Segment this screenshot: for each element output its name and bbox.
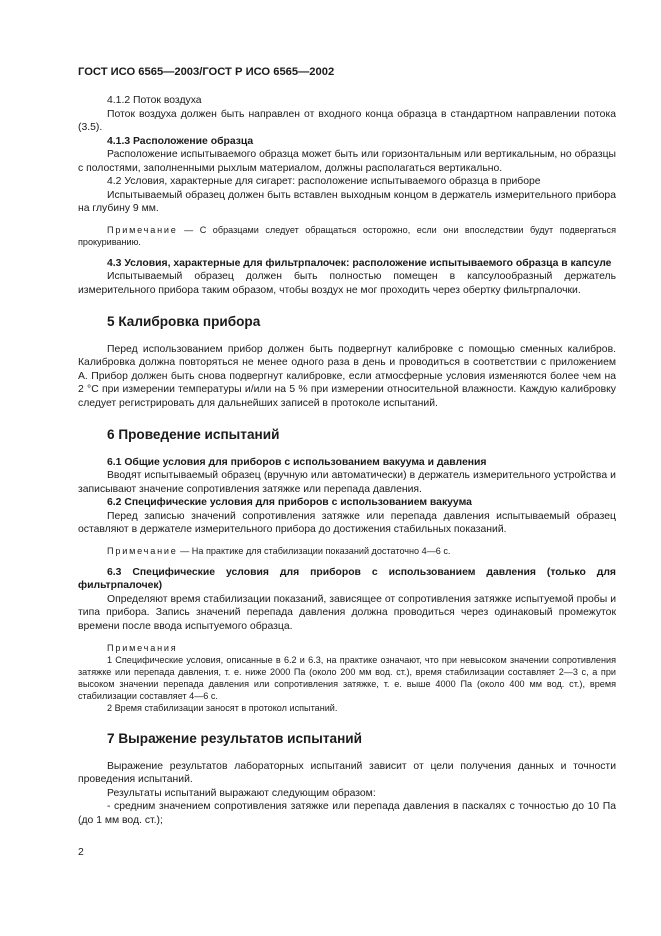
note-text: — С образцами следует обращаться осторожно, если они впоследствии будут подвергаться прокуриванию. bbox=[78, 224, 616, 247]
note-6-3-2: 2 Время стабилизации заносят в протокол испытаний. bbox=[107, 703, 338, 713]
paragraph-7-2: Результаты испытаний выражают следующим образом: bbox=[107, 787, 376, 799]
note-label: Примечание bbox=[107, 545, 178, 556]
paragraph-4-3: Испытываемый образец должен быть полностью помещен в капсулообразный держатель измерительного прибора таким образом, чтобы воздух не мог проходить через обертку фильтрпалочки. bbox=[78, 271, 616, 296]
paragraph-6-1: Вводят испытываемый образец (вручную или автоматически) в держатель измерительного устройства и записывают значение сопротивления затяжке или перепада давления. bbox=[78, 470, 616, 495]
subsection-heading-6-3: 6.3 Специфические условия для приборов с использованием давления (только для фильтрпалочек) bbox=[78, 566, 616, 591]
section-title-5: 5 Калибровка прибора bbox=[107, 314, 261, 329]
paragraph-7-3: - средним значением сопротивления затяжке или перепада давления в паскалях с точностью до 10 Па (до 1 мм вод. ст.); bbox=[78, 801, 616, 826]
subsection-heading-4-1-3: 4.1.3 Расположение образца bbox=[107, 135, 254, 147]
paragraph-6-2: Перед записью значений сопротивления затяжке или перепада давления испытываемый образец оставляют в держателе измерительного прибора до достижения стабильных показаний. bbox=[78, 510, 616, 535]
section-title-6: 6 Проведение испытаний bbox=[107, 427, 280, 442]
note-6-3-1: 1 Специфические условия, описанные в 6.2 и 6.3, на практике означают, что при невысоком значении сопротивления затяжке или перепада давления, т. е. ниже 2000 Па (около 200 мм вод. ст.), время стабилизации составляет 2—3 с, а при высоком значении перепада давления или сопротивления затяжке, т. е. выше 4000 Па (около 400 мм вод. ст.), время стабилизации составляет 4—6 с. bbox=[78, 655, 616, 701]
notes-label: Примечания bbox=[107, 643, 178, 653]
subsection-heading-6-2: 6.2 Специфические условия для приборов с использованием вакуума bbox=[107, 497, 472, 508]
subsection-heading-4-1-2: 4.1.2 Поток воздуха bbox=[107, 95, 202, 106]
document-header: ГОСТ ИСО 6565—2003/ГОСТ Р ИСО 6565—2002 bbox=[78, 66, 335, 78]
paragraph-6-3: Определяют время стабилизации показаний, зависящее от сопротивления затяжке испытуемой пробы и типа прибора. Запись значений перепада давления должна проводиться через одинаковый промежуток времени после ввода испытуемого образца. bbox=[78, 593, 616, 632]
paragraph-4-1-2: Поток воздуха должен быть направлен от входного конца образца в стандартном направлении потока (3.5). bbox=[78, 108, 616, 133]
paragraph-5: Перед использованием прибор должен быть подвергнут калибровке с помощью сменных калибров. Калибровка должна повторяться не менее одного раза в день и проводиться в соответствии с приложением А. Прибор должен быть снова подвергнут калибровке, если атмосферные условия изменяются более чем на 2 °С при измерении температуры и/или на 5 % при измерении относительной влажности. Каждую калибровку следует регистрировать для дальнейших записей в протоколе испытаний. bbox=[78, 343, 616, 409]
section-title-7: 7 Выражение результатов испытаний bbox=[107, 731, 363, 746]
note-text: — На практике для стабилизации показаний достаточно 4—6 с. bbox=[177, 545, 451, 556]
paragraph-4-2: Испытываемый образец должен быть вставлен выходным концом в держатель измерительного прибора на глубину 9 мм. bbox=[78, 189, 616, 214]
subsection-heading-4-3: 4.3 Условия, характерные для фильтрпалочек: расположение испытываемого образца в капсуле bbox=[107, 257, 612, 269]
note-label: Примечание bbox=[107, 224, 178, 235]
page-number: 2 bbox=[78, 847, 84, 858]
subsection-heading-4-2: 4.2 Условия, характерные для сигарет: расположение испытываемого образца в приборе bbox=[107, 176, 541, 187]
paragraph-7-1: Выражение результатов лабораторных испытаний зависит от цели получения данных и точности проведения испытаний. bbox=[78, 760, 616, 785]
page-content bbox=[78, 94, 616, 827]
note-6-2 bbox=[78, 545, 616, 557]
subsection-heading-6-1: 6.1 Общие условия для приборов с использованием вакуума и давления bbox=[107, 456, 487, 468]
paragraph-4-1-3: Расположение испытываемого образца может быть или горизонтальным или вертикальным, но образцы с полостями, заполненными рыхлым материалом, должны располагаться вертикально. bbox=[78, 149, 616, 174]
note-4-2 bbox=[78, 224, 616, 248]
